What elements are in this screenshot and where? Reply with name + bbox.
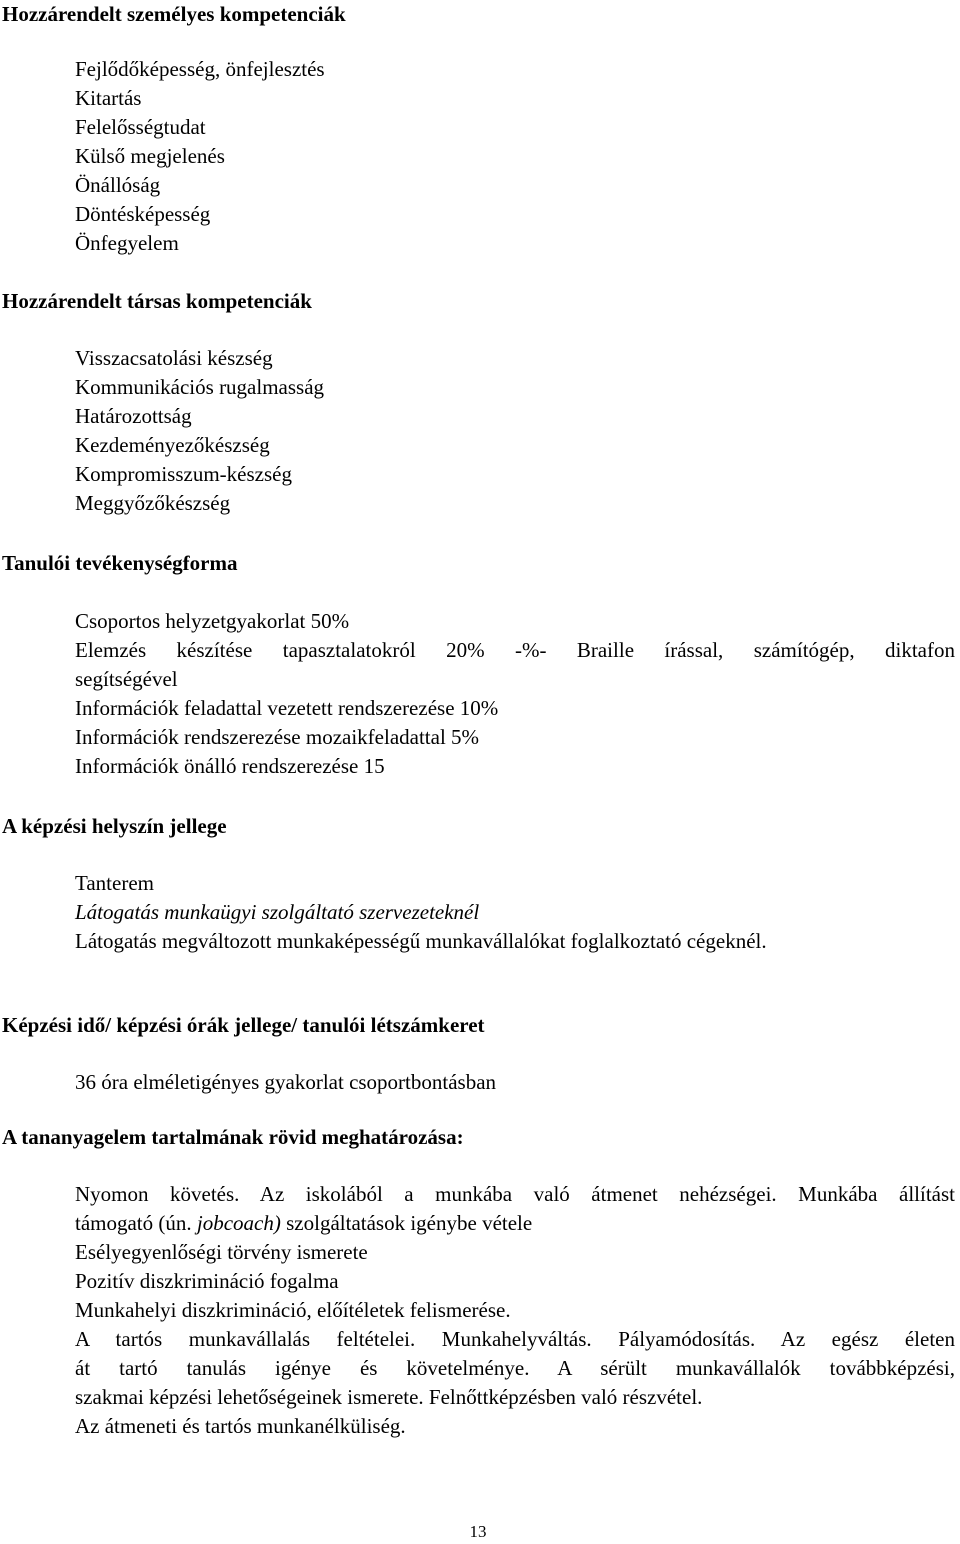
list-item: 36 óra elméletigényes gyakorlat csoportbontásban <box>75 1070 497 1094</box>
list-item-continuation: segítségével <box>75 667 178 691</box>
content-line: Esélyegyenlőségi törvény ismerete <box>75 1240 368 1264</box>
list-item: Információk feladattal vezetett rendszerezése 10% <box>75 696 499 720</box>
section-heading-content-summary: A tananyagelem tartalmának rövid meghatározása: <box>2 1125 464 1149</box>
list-item: Fejlődőképesség, önfejlesztés <box>75 57 325 81</box>
content-line <box>75 1209 955 1238</box>
list-item: Döntésképesség <box>75 202 211 226</box>
list-item: Önfegyelem <box>75 231 179 255</box>
content-line: Munkahelyi diszkrimináció, előítéletek felismerése. <box>75 1298 511 1322</box>
list-item: Kommunikációs rugalmasság <box>75 375 325 399</box>
list-item: Felelősségtudat <box>75 115 206 139</box>
list-item: Önállóság <box>75 173 161 197</box>
section-heading-social-competencies: Hozzárendelt társas kompetenciák <box>2 289 312 313</box>
list-item: Látogatás munkaügyi szolgáltató szervezeteknél <box>75 900 480 924</box>
list-item: Látogatás megváltozott munkaképességű munkavállalókat foglalkoztató cégeknél. <box>75 929 767 953</box>
list-item: Csoportos helyzetgyakorlat 50% <box>75 609 350 633</box>
list-item: Kezdeményezőkészség <box>75 433 270 457</box>
list-item: Tanterem <box>75 871 154 895</box>
personal-competencies-list <box>75 55 955 258</box>
content-text: szolgáltatások igénybe vétele <box>286 1211 533 1235</box>
section-heading-personal-competencies: Hozzárendelt személyes kompetenciák <box>2 2 346 26</box>
list-item: Információk önálló rendszerezése 15 <box>75 754 385 778</box>
content-line: Nyomon követés. Az iskolából a munkába való átmenet nehézségei. Munkába állítást <box>75 1182 955 1206</box>
content-text-italic: jobcoach) <box>196 1211 281 1235</box>
section-heading-training-time: Képzési idő/ képzési órák jellege/ tanulói létszámkeret <box>2 1013 485 1037</box>
list-item: Információk rendszerezése mozaikfeladattal 5% <box>75 725 480 749</box>
list-item: Határozottság <box>75 404 192 428</box>
content-line: A tartós munkavállalás feltételei. Munkahelyváltás. Pályamódosítás. Az egész életen <box>75 1327 955 1351</box>
content-line: át tartó tanulás igénye és követelménye. A sérült munkavállalók továbbképzési, <box>75 1356 955 1380</box>
list-item: Külső megjelenés <box>75 144 225 168</box>
list-item: Visszacsatolási készség <box>75 346 273 370</box>
list-item: Kompromisszum-készség <box>75 462 292 486</box>
content-text: támogató (ún. <box>75 1211 192 1235</box>
activity-form-list <box>75 607 955 781</box>
training-time-list <box>75 1068 955 1097</box>
content-line: Pozitív diszkrimináció fogalma <box>75 1269 339 1293</box>
training-location-list <box>75 869 955 956</box>
content-summary-paragraphs <box>75 1180 955 1441</box>
social-competencies-list <box>75 344 955 518</box>
content-line: Az átmeneti és tartós munkanélküliség. <box>75 1414 406 1438</box>
page-number: 13 <box>469 1522 487 1541</box>
section-heading-training-location: A képzési helyszín jellege <box>2 814 227 838</box>
list-item: Elemzés készítése tapasztalatokról 20% -%- Braille írással, számítógép, diktafon <box>75 638 955 662</box>
list-item: Kitartás <box>75 86 142 110</box>
list-item: Meggyőzőkészség <box>75 491 231 515</box>
section-heading-activity-form: Tanulói tevékenységforma <box>2 551 238 575</box>
content-line: szakmai képzési lehetőségeinek ismerete. Felnőttképzésben való részvétel. <box>75 1385 703 1409</box>
